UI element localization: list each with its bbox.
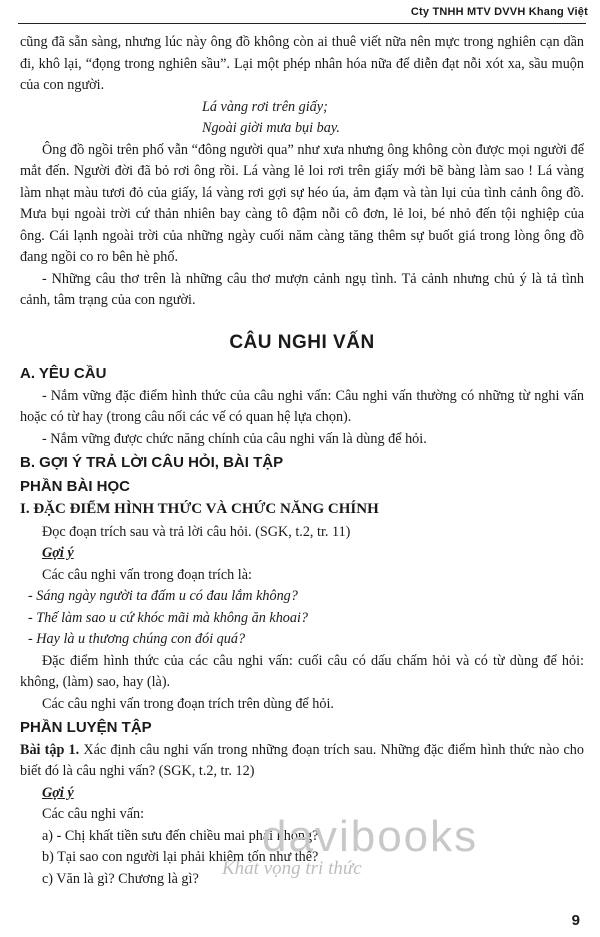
heading-practice: PHẦN LUYỆN TẬP [20, 719, 152, 736]
exercise-1 [20, 740, 584, 783]
requirement-item-1: - Nắm vững đặc điểm hình thức của câu nghi vấn: Câu nghi vấn thường có những từ nghi vấn hoặc có từ hay (trong câu nối các vế có quan hệ lựa chọn). [20, 387, 584, 425]
intro-paragraph-1: cũng đã sẵn sàng, nhưng lúc này ông đồ không còn ai thuê viết nữa nên mực trong nghiên cạn dần đi, khô lại, “đọng trong nghiên sầu”. Lại một phép nhân hóa nữa để diễn đạt nỗi xót xa, sầu muộn của con người. [20, 34, 584, 93]
exercise-1-item-c: c) Văn là gì? Chương là gì? [42, 870, 199, 887]
exercise-1-text: Xác định câu nghi vấn trong những đoạn trích sau. Những đặc điểm hình thức nào cho biết đó là câu nghi vấn? (SGK, t.2, tr. 12) [20, 741, 584, 779]
goi-y-label-2: Gợi ý [42, 784, 74, 801]
exercise-1-label: Bài tập 1. [20, 741, 80, 758]
page-body [20, 32, 584, 890]
exercise-1-lead: Các câu nghi vấn: [42, 806, 145, 822]
part1-lead: Các câu nghi vấn trong đoạn trích là: [42, 566, 252, 583]
heading-lesson-part: PHẦN BÀI HỌC [20, 477, 131, 495]
heading-part-1: I. ĐẶC ĐIỂM HÌNH THỨC VÀ CHỨC NĂNG CHÍNH [20, 501, 379, 517]
part1-function: Các câu nghi vấn trong đoạn trích trên dùng để hỏi. [42, 695, 334, 712]
section-title: CÂU NGHI VẤN [229, 331, 375, 353]
quote-item-1: - Sáng ngày người ta đấm u có đau lắm không? [28, 588, 298, 604]
quote-item-2: - Thế làm sao u cứ khóc mãi mà không ăn khoai? [28, 609, 309, 626]
publisher-header: Cty TNHH MTV DVVH Khang Việt [410, 6, 588, 18]
exercise-1-item-a: a) - Chị khất tiền sưu đến chiều mai phải không? [42, 827, 319, 844]
part1-feature: Đặc điểm hình thức của các câu nghi vấn: cuối câu có dấu chấm hỏi và có từ dùng để hỏi: không, (làm) sao, hay (là). [20, 652, 584, 690]
intro-paragraph-2: Ông đồ ngồi trên phố vẫn “đông người qua” như xưa nhưng ông không còn được mọi người để mắt đến. Người đời đã bỏ rơi ông rồi. Lá vàng lẻ loi rơi trên giấy mới bẽ bàng làm sao ! Lá vàng làm nhạt màu tươi đỏ của giấy, lá vàng rơi gợi sự héo úa, ảm đạm và tàn lụi của tình cảnh ông đồ. Mưa bụi ngoài trời cứ thản nhiên bay càng tô đậm nỗi cô đơn, lẻ loi, bé nhỏ đến tội nghiệp của ông. Cái lạnh ngoài trời của những ngày cuối năm càng tăng thêm sự buốt giá trong lòng ông đồ đang ngồi co ro bên hè phố. [20, 141, 584, 265]
heading-a-requirements: A. YÊU CẦU [20, 365, 107, 382]
watermark-brand: davibooks [262, 812, 479, 861]
part1-task: Đọc đoạn trích sau và trả lời câu hỏi. (SGK, t.2, tr. 11) [42, 523, 351, 540]
poem-line-1: Lá vàng rơi trên giấy; [202, 98, 328, 115]
quote-item-3: - Hay là u thương chúng con đói quá? [28, 631, 246, 647]
poem-line-2: Ngoài giời mưa bụi bay. [202, 120, 340, 136]
heading-b-suggestions: B. GỢI Ý TRẢ LỜI CÂU HỎI, BÀI TẬP [20, 454, 284, 471]
watermark-slogan: Khát vọng tri thức [222, 858, 362, 879]
intro-paragraph-3: - Những câu thơ trên là những câu thơ mượn cảnh ngụ tình. Tả cảnh nhưng chủ ý là tả tình cảnh, tâm trạng của con người. [20, 270, 584, 308]
requirement-item-2: - Nắm vững được chức năng chính của câu nghi vấn là dùng để hỏi. [42, 430, 427, 447]
page-number: 9 [571, 912, 580, 929]
goi-y-label-1: Gợi ý [42, 545, 74, 561]
exercise-1-item-b: b) Tại sao con người lại phải khiêm tốn như thế? [42, 849, 319, 865]
header-rule [18, 23, 586, 24]
